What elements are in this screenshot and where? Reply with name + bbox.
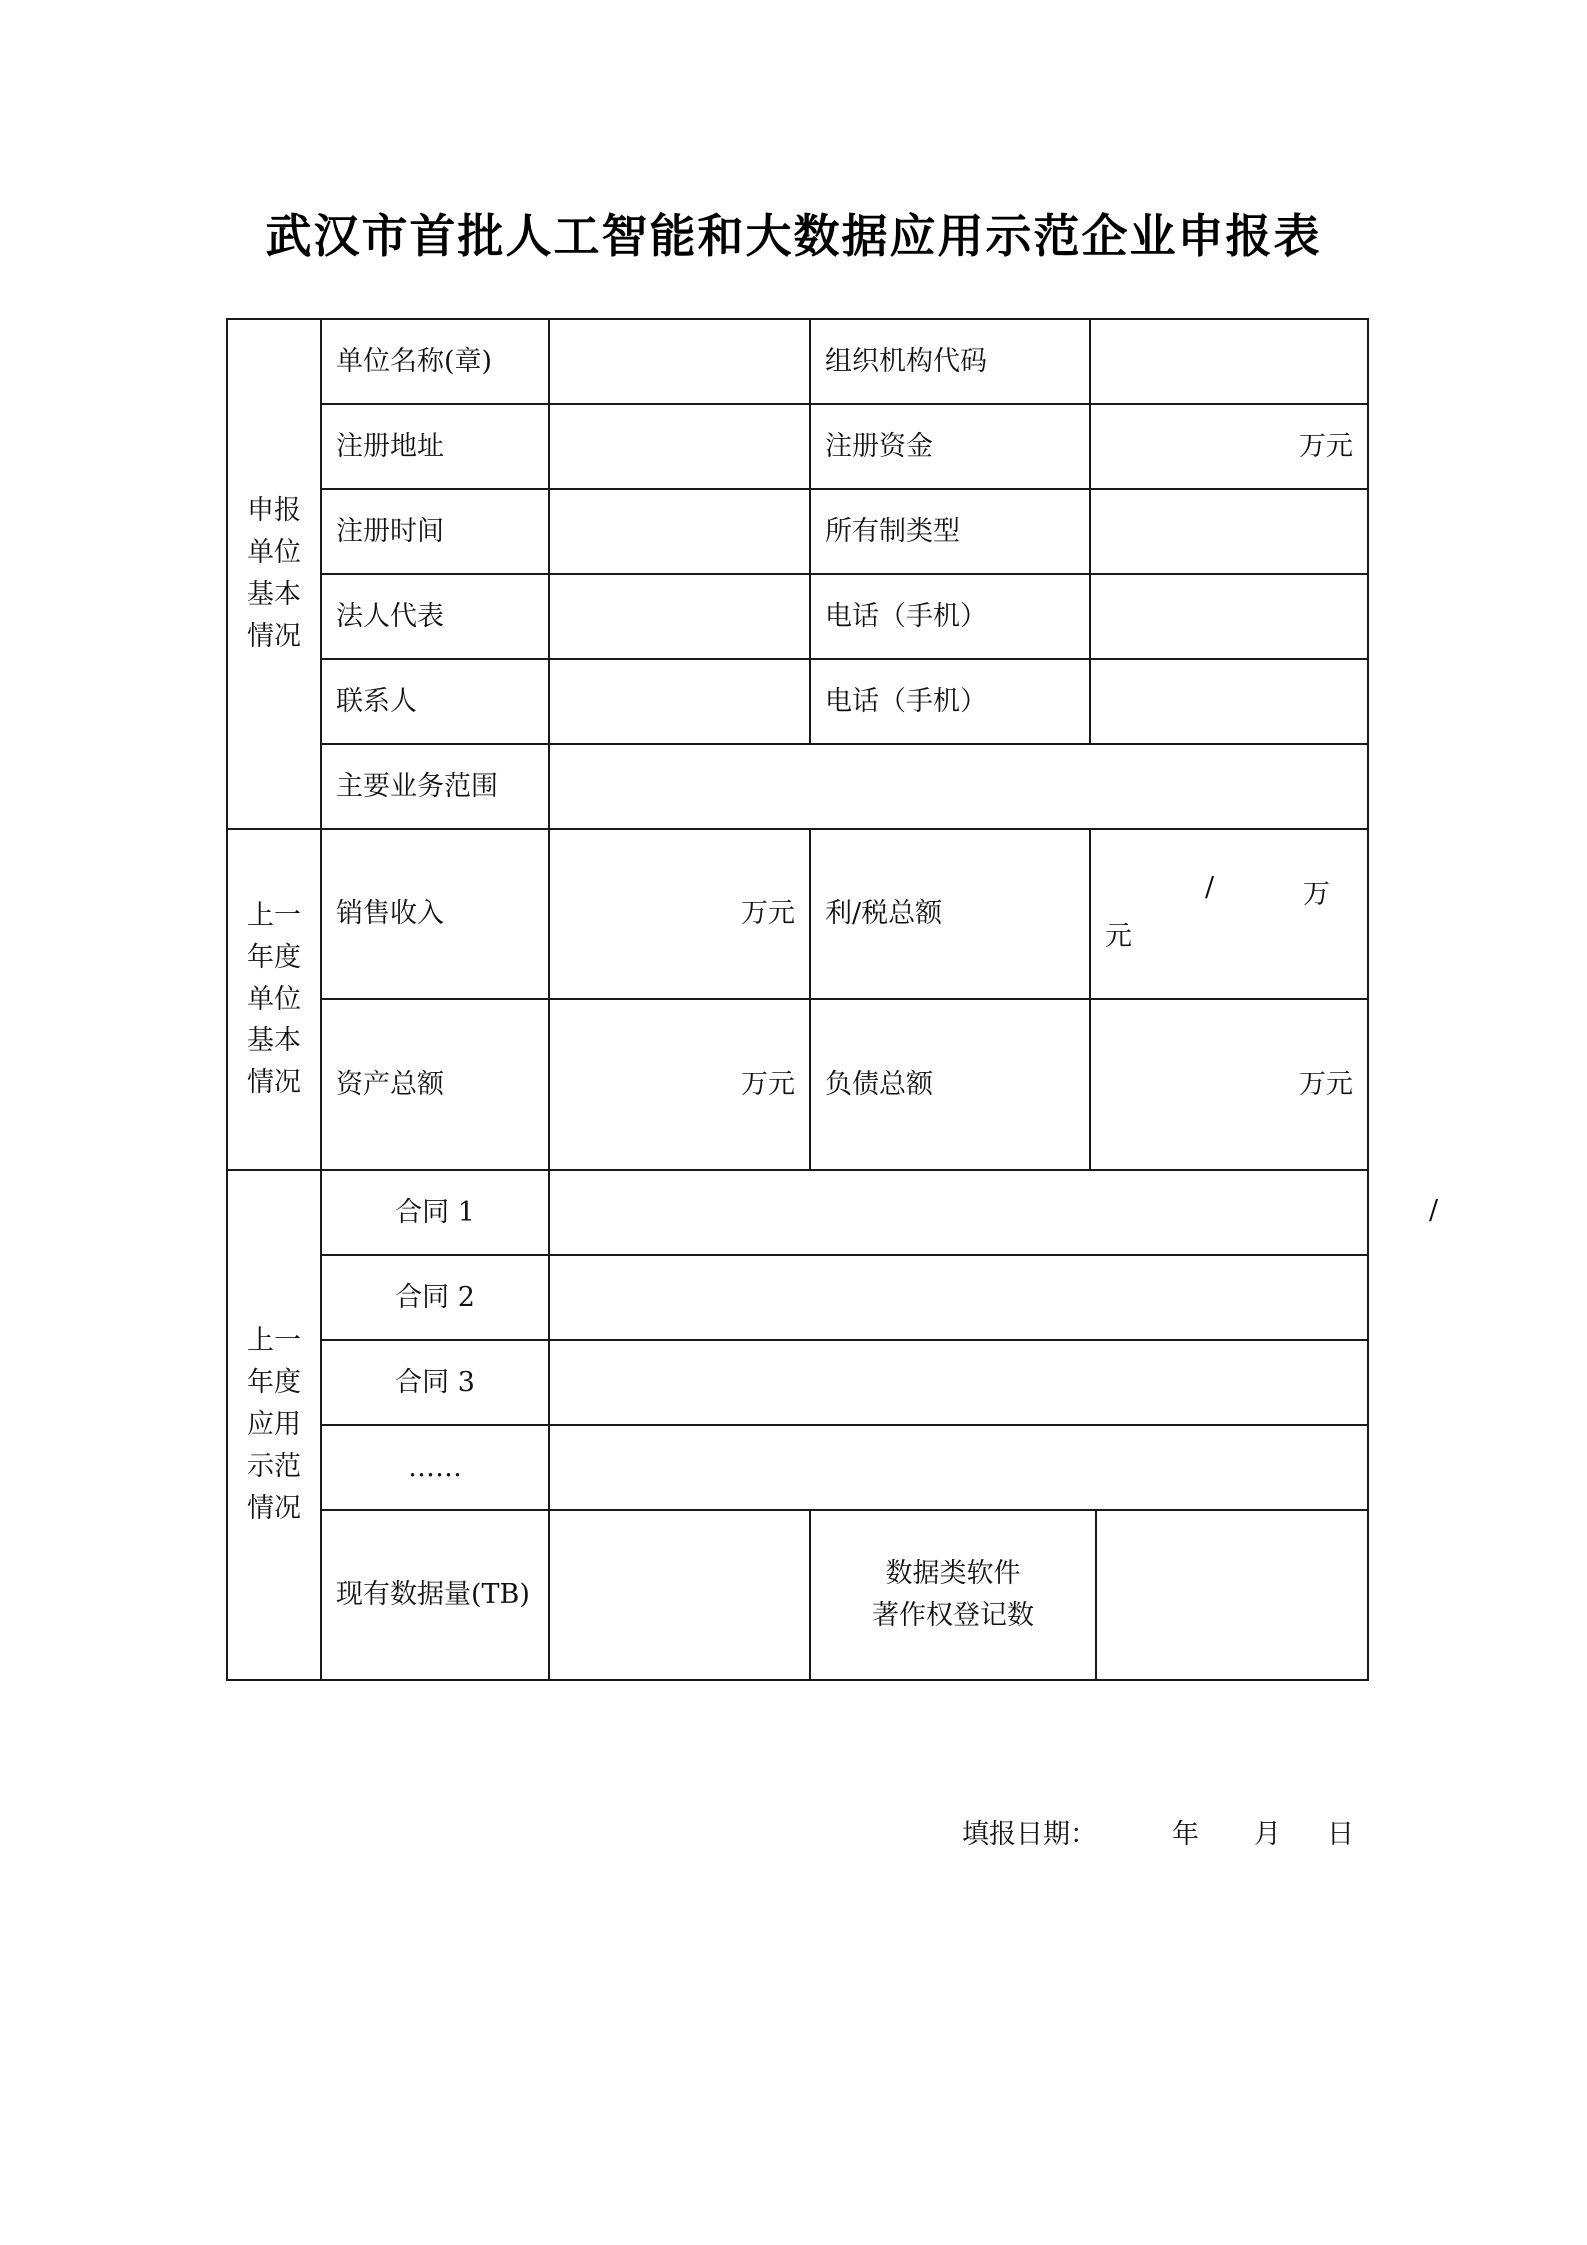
section-label-demo: 上一年度应用示范情况 — [247, 1325, 301, 1524]
field-contract-3[interactable] — [550, 1341, 1367, 1424]
label-phone-contact: 电话（手机） — [825, 685, 987, 717]
field-contact[interactable] — [550, 660, 809, 743]
label-legal-rep: 法人代表 — [336, 600, 444, 632]
fill-date-day[interactable]: 日 — [1327, 1819, 1354, 1850]
table-border-bottom — [226, 1679, 1369, 1681]
field-legal-rep[interactable] — [550, 575, 809, 658]
label-contract-3: 合同 3 — [395, 1366, 475, 1398]
field-reg-capital[interactable] — [1091, 405, 1367, 488]
fill-date-month[interactable]: 月 — [1254, 1819, 1281, 1850]
field-data-volume[interactable] — [550, 1511, 809, 1679]
fill-date-year[interactable]: 年 — [1172, 1819, 1199, 1850]
field-unit-name[interactable] — [550, 320, 809, 403]
label-ownership: 所有制类型 — [825, 515, 960, 547]
section-label-finance: 上一年度单位基本情况 — [247, 899, 301, 1099]
unit-wanyuan: 万元 — [1299, 1068, 1353, 1100]
field-contract-1[interactable] — [550, 1171, 1367, 1254]
software-label-line1: 数据类软件 — [885, 1558, 1021, 1590]
label-reg-address: 注册地址 — [336, 430, 444, 462]
field-sales[interactable] — [550, 830, 809, 998]
label-contract-2: 合同 2 — [395, 1281, 475, 1313]
field-phone-legal[interactable] — [1091, 575, 1367, 658]
profit-slash: / — [1429, 1195, 1439, 1226]
label-more-contracts: …… — [408, 1451, 462, 1483]
label-profit-tax: 利/税总额 — [825, 898, 943, 930]
label-phone-legal: 电话（手机） — [825, 600, 987, 632]
label-contact: 联系人 — [336, 685, 417, 717]
label-debt: 负债总额 — [825, 1068, 933, 1100]
field-debt[interactable] — [1091, 1000, 1367, 1169]
software-label-line2: 著作权登记数 — [872, 1600, 1034, 1631]
label-unit-name: 单位名称(章) — [336, 345, 493, 377]
profit-unit-wan: 万 — [1303, 879, 1330, 910]
section-label-basic: 申报单位基本情况 — [247, 495, 301, 652]
unit-wanyuan: 万元 — [741, 898, 795, 930]
form-title: 武汉市首批人工智能和大数据应用示范企业申报表 — [265, 209, 1322, 263]
field-contract-2[interactable] — [550, 1256, 1367, 1339]
field-more-contracts[interactable] — [550, 1426, 1367, 1509]
field-reg-time[interactable] — [550, 490, 809, 573]
label-reg-capital: 注册资金 — [825, 430, 933, 462]
field-reg-address[interactable] — [550, 405, 809, 488]
label-org-code: 组织机构代码 — [825, 345, 987, 377]
label-data-volume: 现有数据量(TB) — [336, 1579, 530, 1611]
field-ownership[interactable] — [1091, 490, 1367, 573]
fill-date-label: 填报日期： — [962, 1819, 1097, 1850]
field-assets[interactable] — [550, 1000, 809, 1169]
field-phone-contact[interactable] — [1091, 660, 1367, 743]
label-assets: 资产总额 — [336, 1068, 444, 1100]
label-contract-1: 合同 1 — [395, 1196, 475, 1228]
profit-slash-mark: / — [1205, 872, 1215, 903]
field-business-scope[interactable] — [550, 745, 1367, 828]
application-form-table — [226, 318, 1439, 1681]
field-org-code[interactable] — [1091, 320, 1367, 403]
profit-unit-yuan: 元 — [1105, 921, 1132, 952]
field-software-copyright[interactable] — [1097, 1511, 1367, 1679]
unit-wanyuan: 万元 — [741, 1068, 795, 1100]
label-sales: 销售收入 — [336, 898, 444, 930]
unit-wanyuan: 万元 — [1299, 430, 1353, 462]
label-software-copyright — [811, 1511, 1095, 1679]
label-business-scope: 主要业务范围 — [336, 770, 498, 802]
label-reg-time: 注册时间 — [336, 515, 444, 547]
